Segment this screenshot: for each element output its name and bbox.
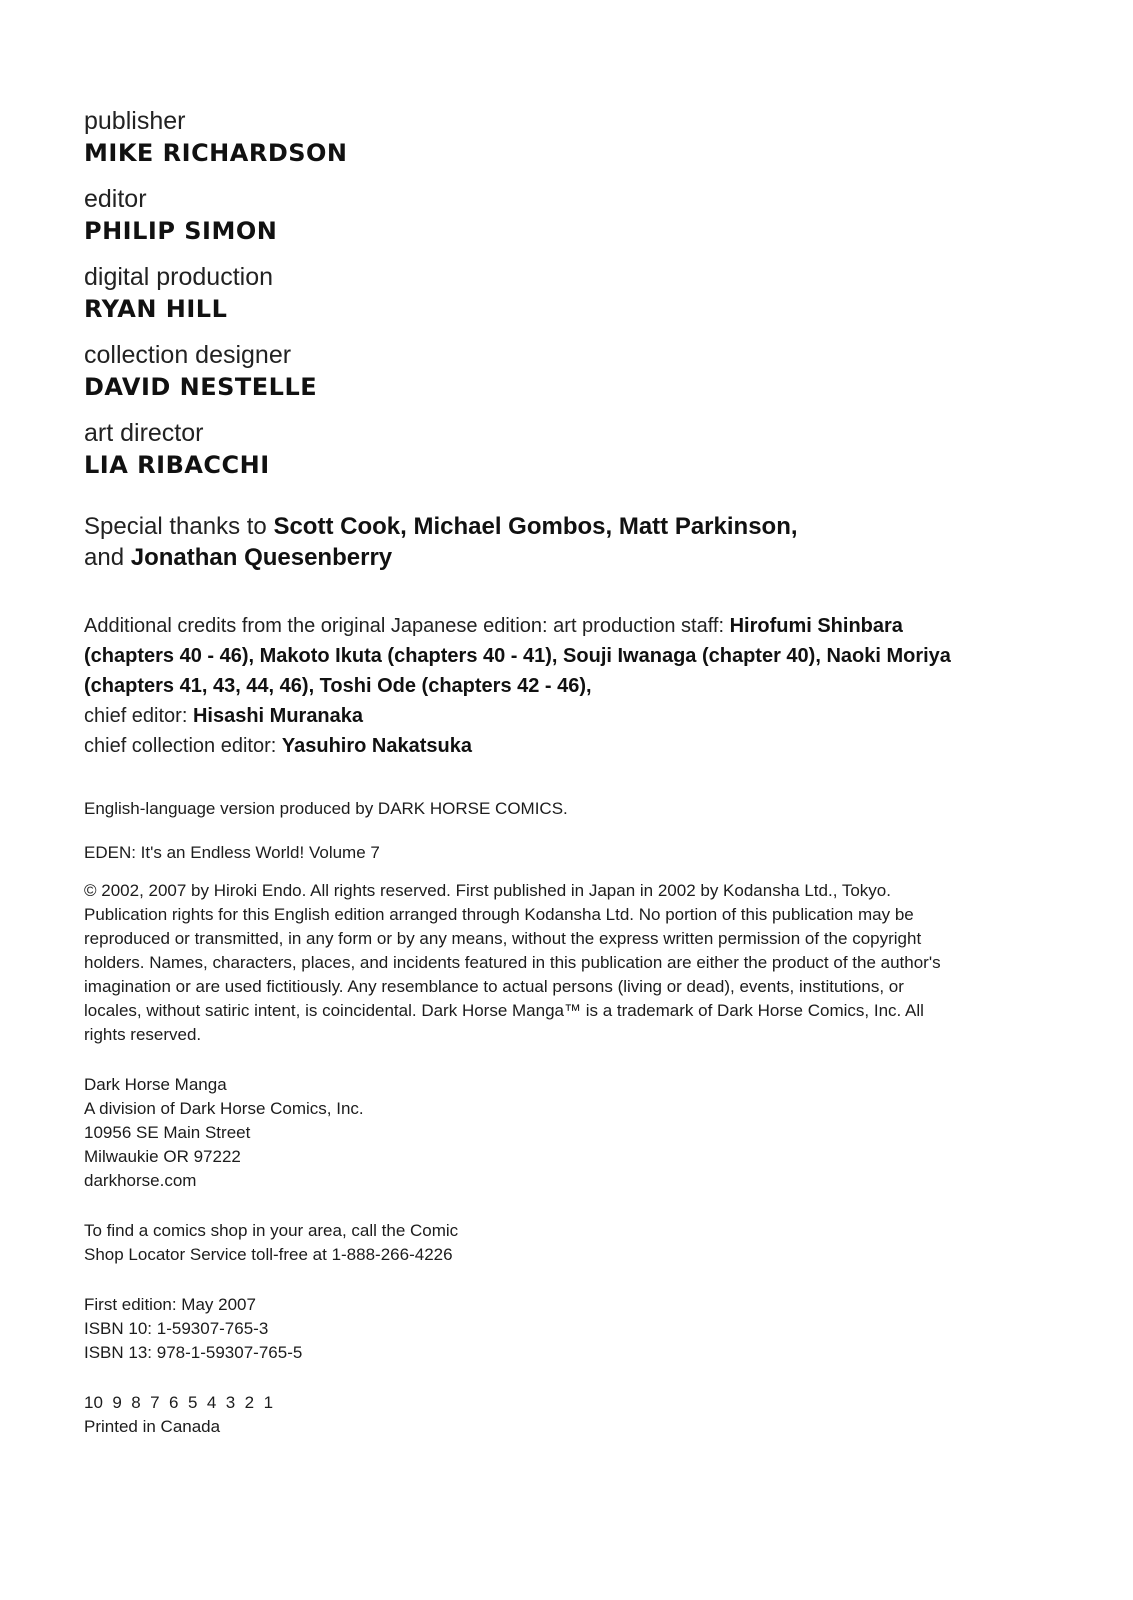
thanks-names: Scott Cook, Michael Gombos, Matt Parkinson, [273,513,798,540]
thanks-and: and [84,544,131,571]
credits-page [84,104,984,1439]
first-edition: First edition: May 2007 [84,1295,256,1314]
staff-credits [84,104,984,481]
thanks-names: Jonathan Quesenberry [130,544,393,571]
credit-name: LIA RIBACCHI [84,451,270,479]
credit-editor [84,182,984,247]
collection-editor-label: chief collection editor: [84,735,282,757]
credit-collection-designer [84,338,984,403]
credit-role: digital production [84,263,274,291]
printed-in: Printed in Canada [84,1417,221,1436]
printing-numbers: 10 9 8 7 6 5 4 3 2 1 [84,1393,274,1412]
chief-editor-line [84,701,984,731]
chief-editor-name: Hisashi Muranaka [192,705,364,727]
special-thanks [84,511,984,573]
produced-by: English-language version produced by DARK HORSE COMICS. [84,799,568,818]
credit-name: PHILIP SIMON [84,217,278,245]
address-line: 10956 SE Main Street [84,1123,251,1142]
collection-editor-line [84,731,984,761]
additional-intro: Additional credits from the original Japanese edition: art production staff: [84,615,730,637]
printing-info [84,1391,984,1439]
credit-digital-production [84,260,984,325]
copyright-notice: © 2002, 2007 by Hiroki Endo. All rights reserved. First published in Japan in 2002 by Kodansha Ltd., Tokyo. Publication rights for this English edition arranged through Kodansha Ltd. No portion of this publication may be reproduced or transmitted, in any form or by any means, without the express written permission of the copyright holders. Names, characters, places, and incidents featured in this publication are either the product of the author's imagination or are used fictitiously. Any resemblance to actual persons (living or dead), events, institutions, or locales, without satiric intent, is coincidental. Dark Horse Manga™ is a trademark of Dark Horse Comics, Inc. All rights reserved. [84,881,941,1044]
shop-locator-line: To find a comics shop in your area, call the Comic [84,1221,459,1240]
credit-role: collection designer [84,341,292,369]
thanks-prefix: Special thanks to [84,513,274,540]
isbn-13: ISBN 13: 978-1-59307-765-5 [84,1343,303,1362]
credit-role: publisher [84,107,186,135]
edition-info [84,1293,984,1365]
address-line: Milwaukie OR 97222 [84,1147,241,1166]
publisher-address [84,1073,984,1193]
shop-locator-line: Shop Locator Service toll-free at 1-888-266-4226 [84,1245,453,1264]
credit-publisher [84,104,984,169]
credit-name: DAVID NESTELLE [84,373,318,401]
address-line: Dark Horse Manga [84,1075,227,1094]
credit-name: MIKE RICHARDSON [84,139,348,167]
chief-editor-label: chief editor: [84,705,193,727]
credit-role: editor [84,185,147,213]
art-production-staff: Hirofumi Shinbara (chapters 40 - 46), Makoto Ikuta (chapters 40 - 41), Souji Iwanaga (chapter 40), Naoki Moriya (chapters 41, 43, 44, 46), Toshi Ode (chapters 42 - 46), [84,615,951,697]
shop-locator [84,1219,984,1267]
website: darkhorse.com [84,1171,197,1190]
credit-name: RYAN HILL [84,295,228,323]
additional-credits [84,611,984,761]
collection-editor-name: Yasuhiro Nakatsuka [281,735,472,757]
book-title: EDEN: It's an Endless World! Volume 7 [84,843,380,862]
address-line: A division of Dark Horse Comics, Inc. [84,1099,364,1118]
credit-art-director [84,416,984,481]
credit-role: art director [84,419,204,447]
isbn-10: ISBN 10: 1-59307-765-3 [84,1319,269,1338]
